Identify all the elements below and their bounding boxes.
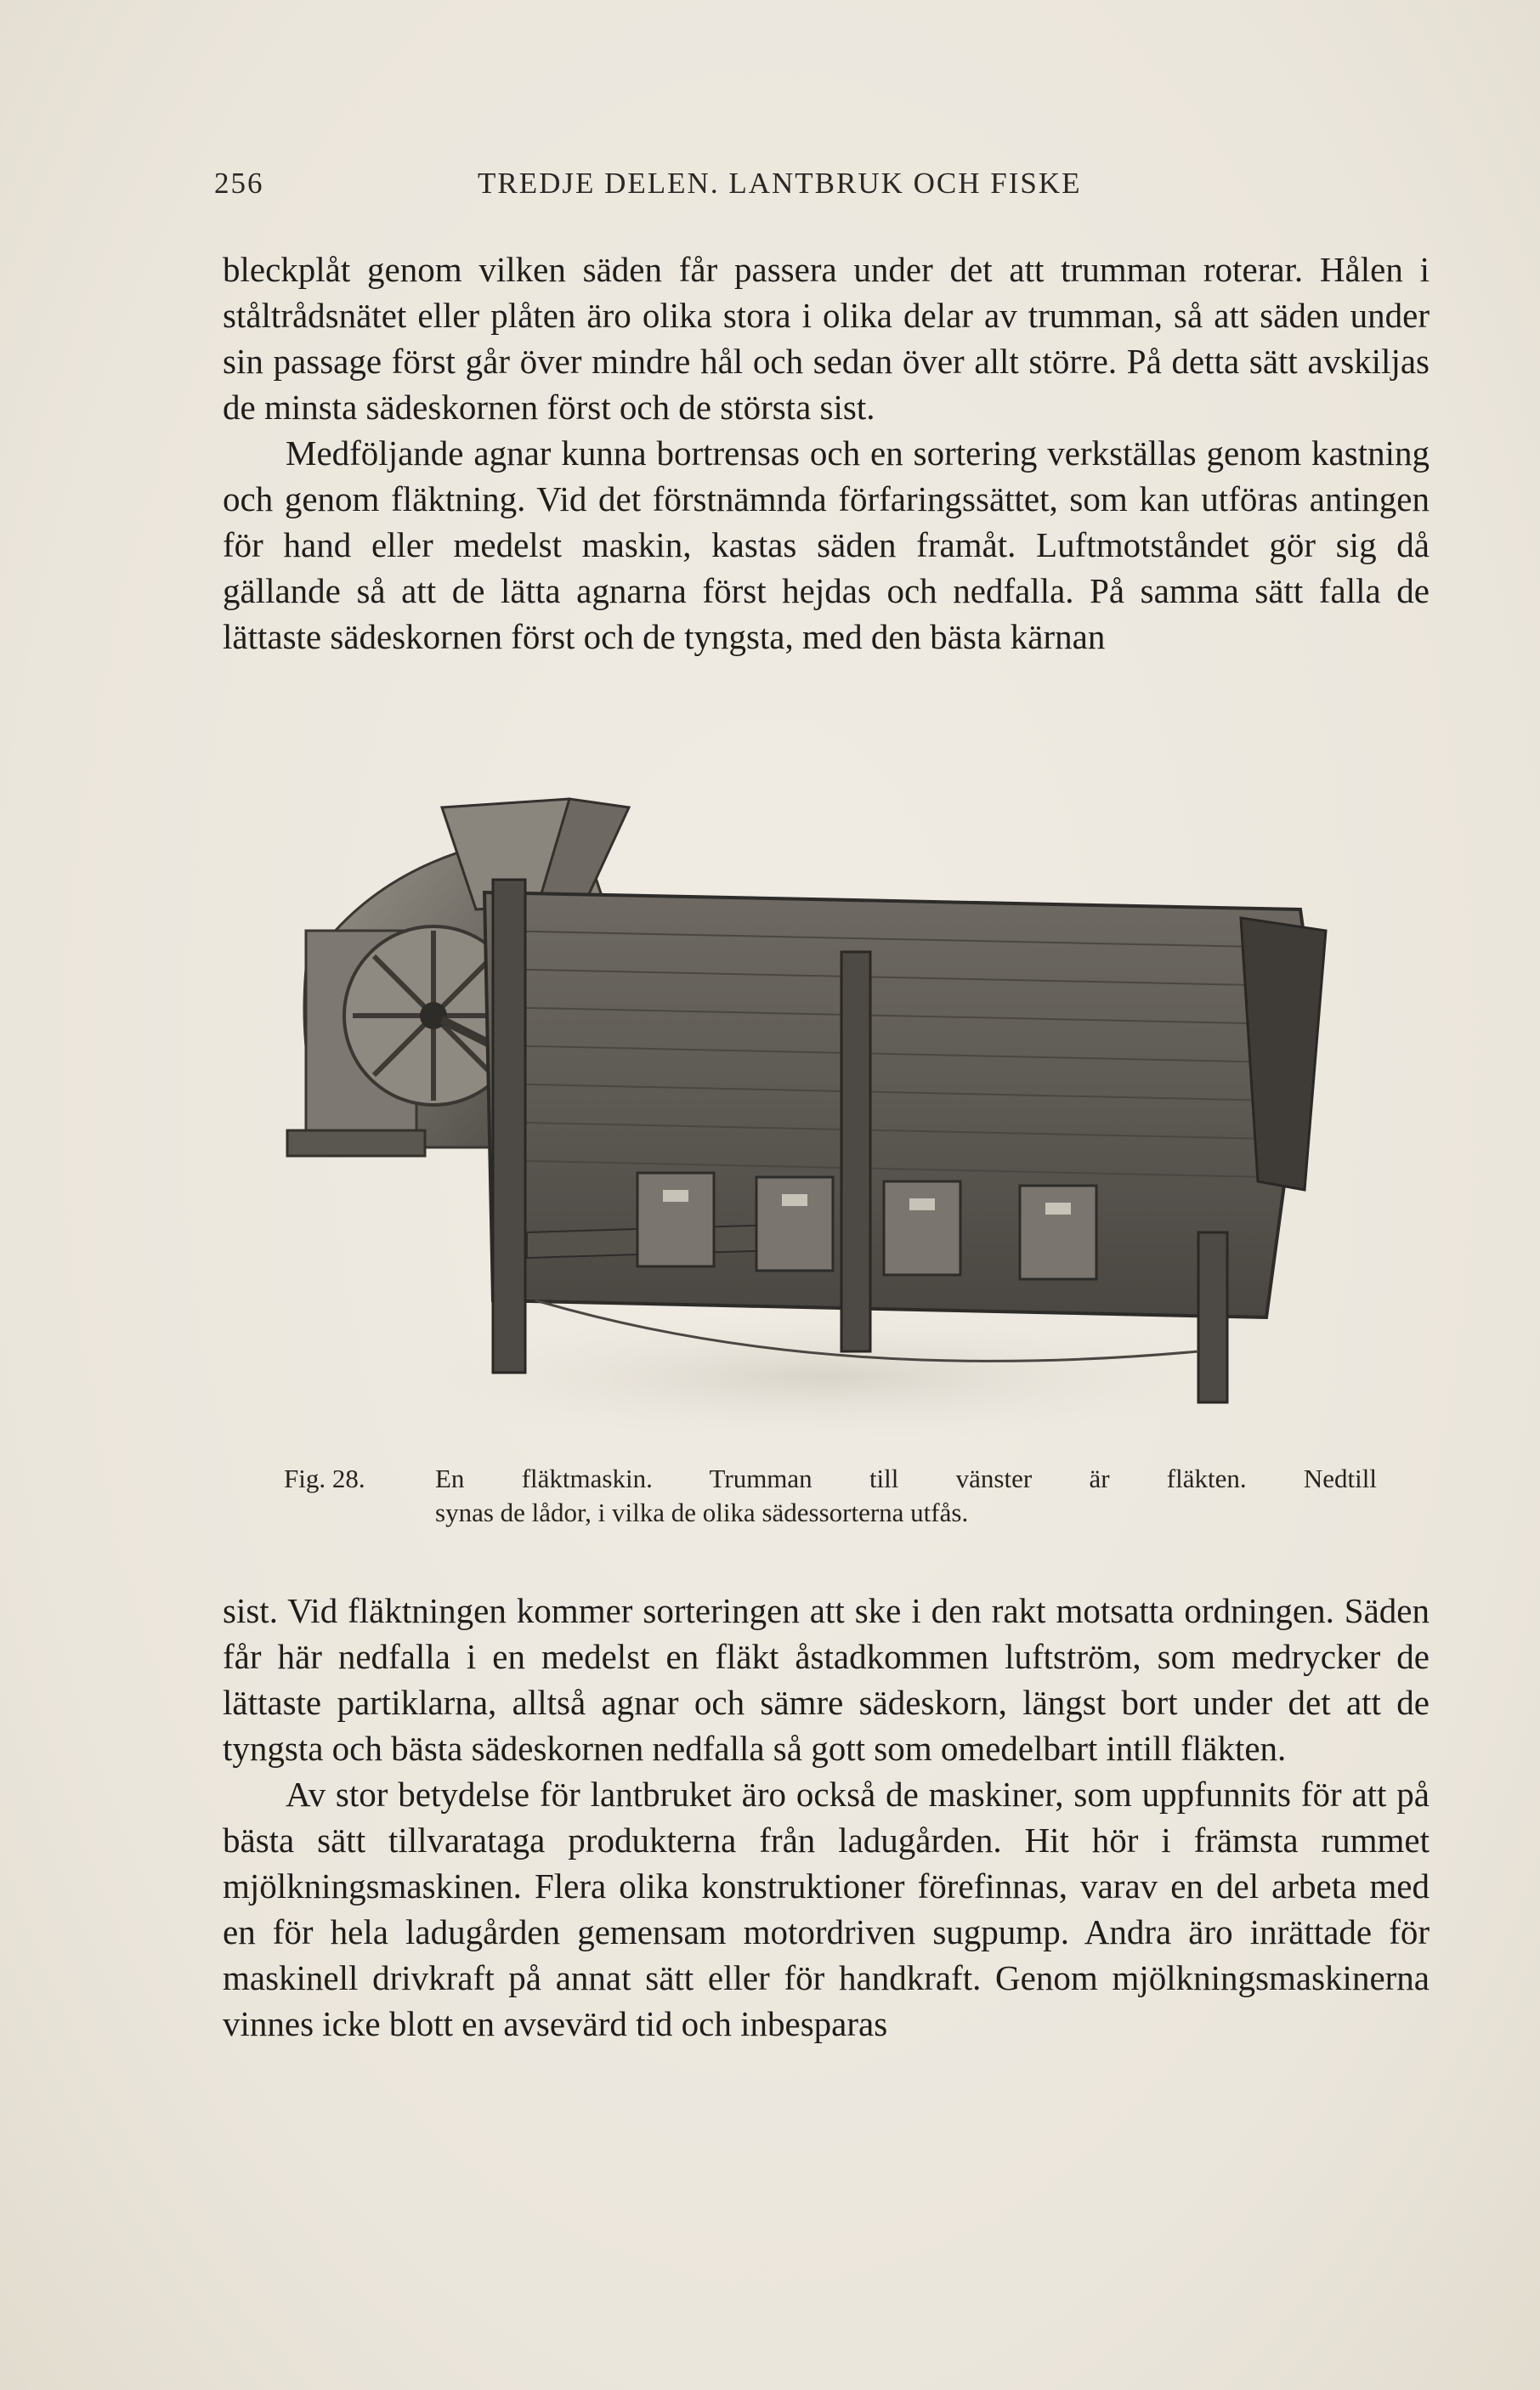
figure-illustration bbox=[280, 790, 1377, 1462]
caption-line-2: synas de lådor, i vilka de olika sädessorterna utfås. bbox=[435, 1498, 969, 1527]
paragraph: sist. Vid fläktningen kommer sorteringen att ske i den rakt motsatta ordningen. Säden får här nedfalla i en medelst en fläkt åstadkommen luftström, som medrycker de lättaste partiklarna, alltså agnar och sämre sädeskorn, längst bort under det att de tyngsta och bästa sädeskornen nedfalla så gott som omedelbart intill fläkten. bbox=[223, 1591, 1430, 1768]
figure-label: Fig. 28. bbox=[284, 1464, 365, 1493]
paragraph: Av stor betydelse för lantbruket äro också de maskiner, som uppfunnits för att på bästa sätt tillvarataga produkterna från ladugården. Hit hör i främsta rummet mjölkningsmaskinen. Flera olika konstruktioner förefinnas, varav en del arbeta med en för hela ladugården gemensam motordriven sugpump. Andra äro inrättade för maskinell drivkraft på annat sätt eller för handkraft. Genom mjölkningsmaskinerna vinnes icke blott en avsevärd tid och inbesparas bbox=[223, 1775, 1430, 2043]
winnowing-machine-illustration bbox=[280, 790, 1377, 1462]
body-text-top bbox=[223, 246, 1430, 660]
page-number: 256 bbox=[214, 167, 264, 200]
caption-line-1: En fläktmaskin. Trumman till vänster är fläkten. Nedtill bbox=[435, 1464, 1377, 1493]
running-title: TREDJE DELEN. LANTBRUK OCH FISKE bbox=[478, 167, 1082, 200]
body-text-bottom bbox=[223, 1588, 1430, 2047]
paragraph: bleckplåt genom vilken säden får passera under det att trumman roterar. Hålen i ståltrådsnätet eller plåten äro olika stora i olika delar av trumman, så att säden under sin passage först går över mindre hål och sedan över allt större. På detta sätt avskiljas de minsta sädeskornen först och de största sist. bbox=[223, 250, 1430, 427]
figure-caption bbox=[284, 1462, 1377, 1530]
paragraph: Medföljande agnar kunna bortrensas och en sortering verkställas genom kastning och genom fläktning. Vid det förstnämnda förfaringssättet, som kan utföras antingen för hand eller medelst maskin, kastas säden framåt. Luftmotståndet gör sig då gällande så att de lätta agnarna först hejdas och nedfalla. På samma sätt falla de lättaste sädeskornen först och de tyngsta, med den bästa kärnan bbox=[223, 433, 1430, 656]
